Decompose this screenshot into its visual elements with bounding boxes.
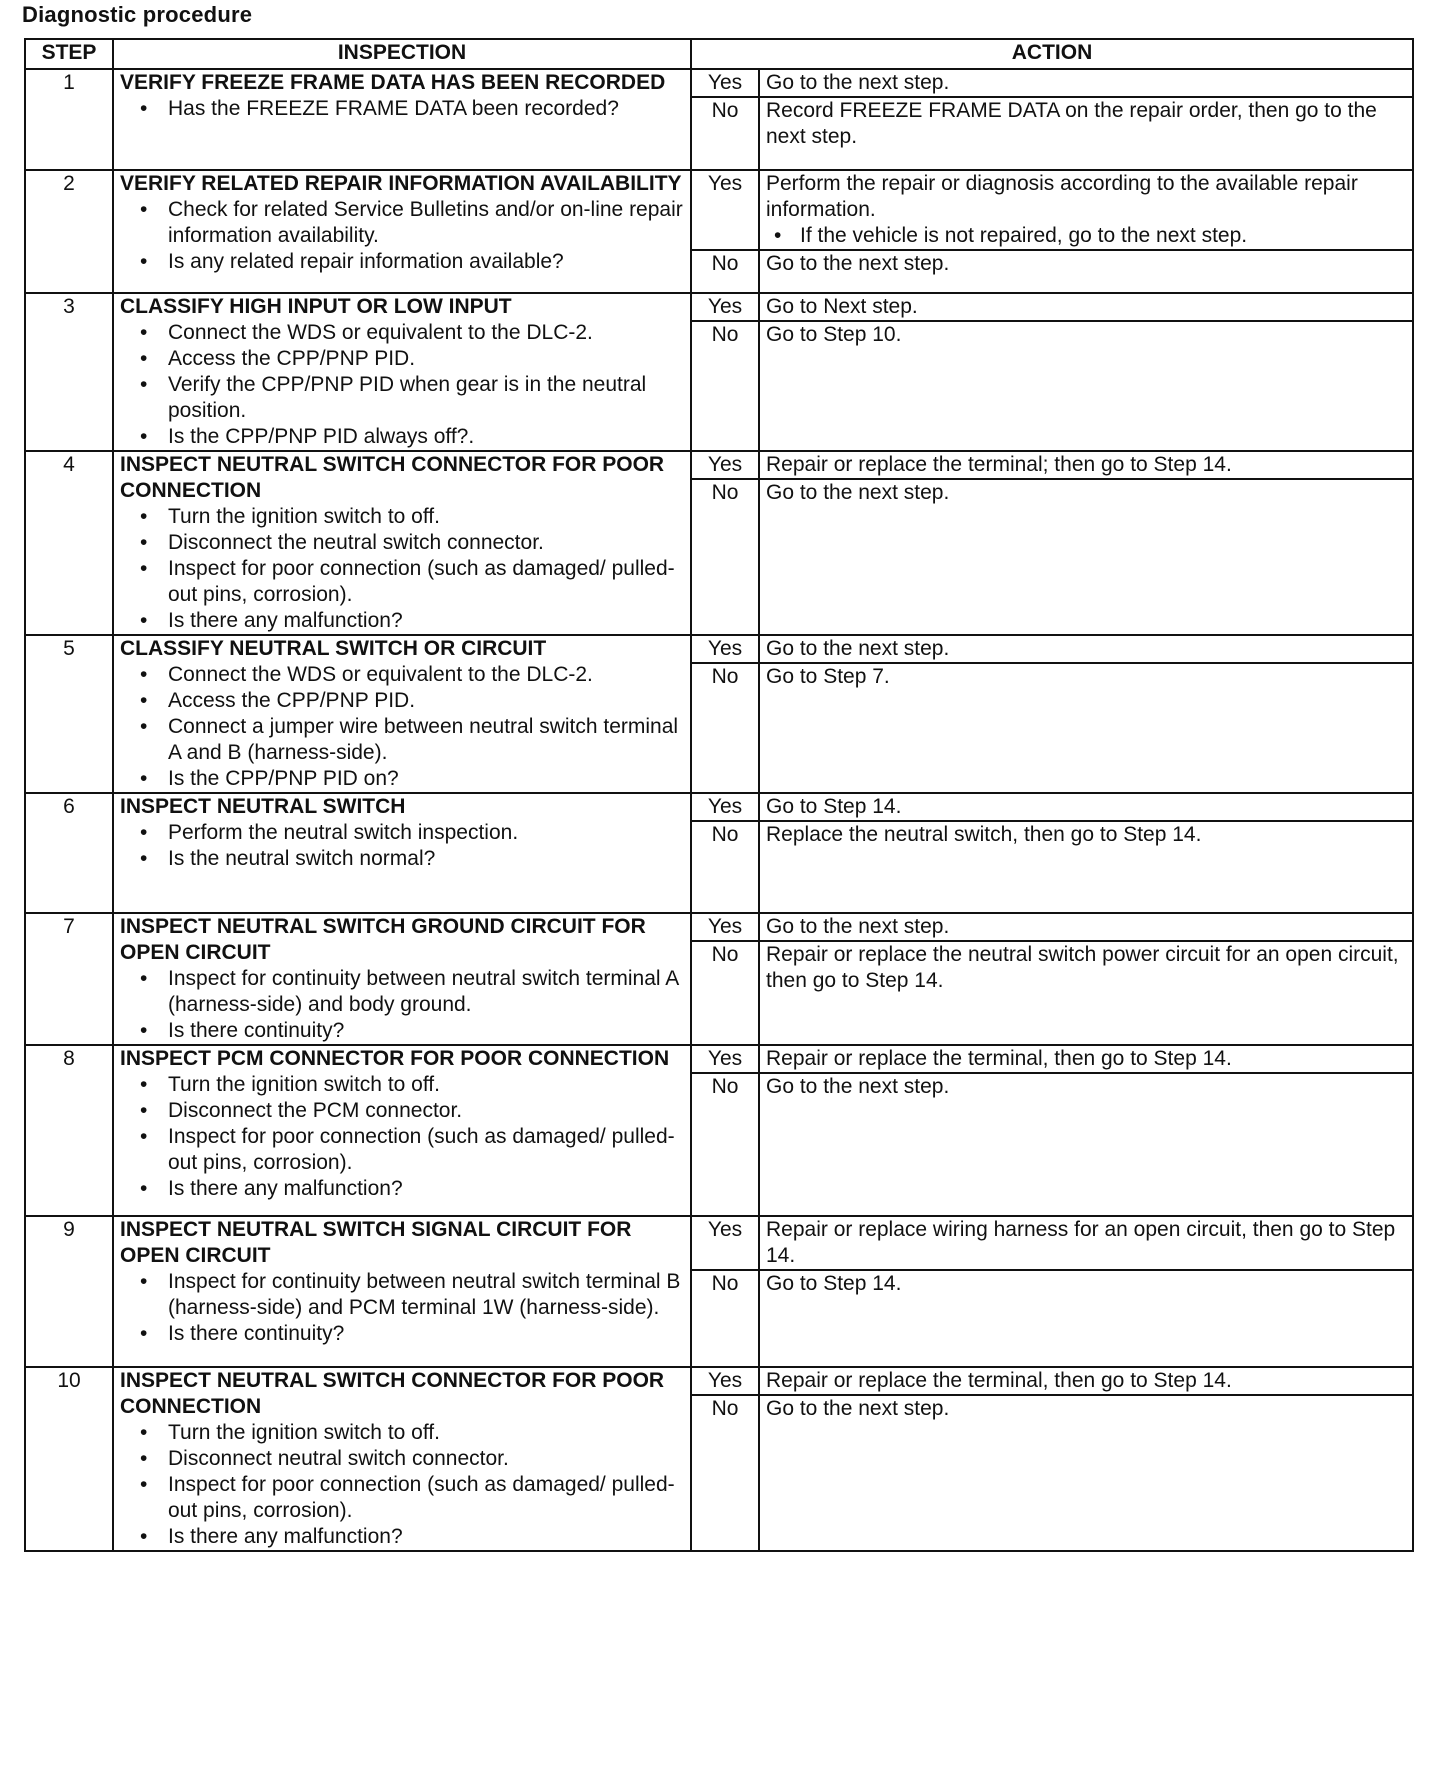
yes-action [759,1045,1413,1073]
yes-action-text: Go to the next step. [766,71,950,94]
inspection-bullet: • Is there continuity? [168,1321,684,1347]
step-number: 9 [25,1216,113,1367]
inspection-bullet: • Verify the CPP/PNP PID when gear is in the neutral position. [168,372,684,424]
inspection-bullet: • Is there any malfunction? [168,608,684,634]
inspection-bullet: • Has the FREEZE FRAME DATA been recorded? [168,96,684,122]
no-label: No [691,821,759,848]
inspection-cell [113,1367,691,1551]
inspection-list [120,504,684,634]
yes-action [759,293,1413,321]
page-title: Diagnostic procedure [22,2,253,27]
inspection-bullet: • Turn the ignition switch to off. [168,1072,684,1098]
yes-label: Yes [691,1367,759,1395]
inspection-cell [113,293,691,451]
no-label-filler [691,1297,759,1367]
no-label-filler [691,1422,759,1551]
inspection-bullet: • Access the CPP/PNP PID. [168,346,684,372]
inspection-bullet: • Is any related repair information available? [168,249,684,275]
inspection-heading: INSPECT PCM CONNECTOR FOR POOR CONNECTION [120,1047,670,1070]
inspection-list [120,1072,684,1202]
yes-action-text: Go to the next step. [766,915,950,938]
no-label: No [691,321,759,348]
inspection-bullet: • Is the CPP/PNP PID on? [168,766,684,792]
table-row [25,293,1413,321]
inspection-list [120,1420,684,1550]
inspection-bullet: • Is the CPP/PNP PID always off?. [168,424,684,450]
no-action-filler [759,1422,1413,1551]
inspection-list [120,662,684,792]
table-row [25,1216,1413,1270]
no-action-filler [759,1100,1413,1216]
header-action: ACTION [691,39,1413,69]
no-label: No [691,250,759,277]
no-action: Replace the neutral switch, then go to Step 14. [759,821,1413,848]
no-label-filler [691,506,759,635]
no-action: Go to the next step. [759,1073,1413,1100]
yes-action [759,170,1413,250]
no-label: No [691,663,759,690]
no-label: No [691,1395,759,1422]
no-action-filler [759,690,1413,793]
table-row [25,793,1413,821]
yes-action [759,451,1413,479]
inspection-heading: INSPECT NEUTRAL SWITCH SIGNAL CIRCUIT FOR OPEN CIRCUIT [120,1218,632,1267]
inspection-bullet: • Turn the ignition switch to off. [168,504,684,530]
no-action: Go to Step 14. [759,1270,1413,1297]
inspection-bullet: • Access the CPP/PNP PID. [168,688,684,714]
yes-action [759,793,1413,821]
yes-action [759,69,1413,97]
inspection-bullet: • Inspect for poor connection (such as damaged/ pulled-out pins, corrosion). [168,556,684,608]
yes-action-text: Go to Next step. [766,295,918,318]
inspection-heading: INSPECT NEUTRAL SWITCH GROUND CIRCUIT FOR OPEN CIRCUIT [120,915,646,964]
yes-label: Yes [691,793,759,821]
no-action-filler [759,1297,1413,1367]
no-label: No [691,1270,759,1297]
inspection-bullet: • Disconnect the neutral switch connector. [168,530,684,556]
step-number: 1 [25,69,113,170]
step-number: 7 [25,913,113,1045]
no-label-filler [691,277,759,293]
no-label: No [691,479,759,506]
inspection-list [120,1269,684,1347]
inspection-list [120,197,684,275]
yes-label: Yes [691,1216,759,1270]
yes-action-text: Repair or replace wiring harness for an open circuit, then go to Step 14. [766,1218,1396,1267]
inspection-cell [113,451,691,635]
yes-action-text: Repair or replace the terminal, then go to Step 14. [766,1369,1232,1392]
inspection-bullet: • Inspect for continuity between neutral switch terminal B (harness-side) and PCM terminal 1W (harness-side). [168,1269,684,1321]
yes-label: Yes [691,913,759,941]
table-row [25,635,1413,663]
step-number: 6 [25,793,113,913]
no-action-filler [759,150,1413,170]
yes-action-text: Perform the repair or diagnosis according to the available repair information. [766,172,1358,221]
inspection-heading: INSPECT NEUTRAL SWITCH CONNECTOR FOR POOR CONNECTION [120,1369,665,1418]
inspection-bullet: • Is there continuity? [168,1018,684,1044]
yes-label: Yes [691,69,759,97]
yes-label: Yes [691,1045,759,1073]
yes-action-text: Go to Step 14. [766,795,902,818]
yes-action [759,635,1413,663]
inspection-heading: INSPECT NEUTRAL SWITCH CONNECTOR FOR POOR CONNECTION [120,453,665,502]
table-row [25,1045,1413,1073]
no-label-filler [691,994,759,1045]
table-row [25,913,1413,941]
no-action: Go to Step 10. [759,321,1413,348]
inspection-heading: CLASSIFY NEUTRAL SWITCH OR CIRCUIT [120,637,547,660]
no-label-filler [691,690,759,793]
yes-action-subitem: • If the vehicle is not repaired, go to the next step. [800,223,1406,249]
inspection-heading: VERIFY FREEZE FRAME DATA HAS BEEN RECORDED [120,71,666,94]
inspection-bullet: • Is there any malfunction? [168,1176,684,1202]
header-step: STEP [25,39,113,69]
yes-label: Yes [691,451,759,479]
inspection-bullet: • Disconnect neutral switch connector. [168,1446,684,1472]
no-action: Go to Step 7. [759,663,1413,690]
no-action-filler [759,348,1413,451]
inspection-list [120,96,684,122]
yes-action-text: Repair or replace the terminal, then go to Step 14. [766,1047,1232,1070]
table-header-row [25,39,1413,69]
no-action-filler [759,848,1413,913]
no-action: Go to the next step. [759,479,1413,506]
inspection-bullet: • Connect a jumper wire between neutral switch terminal A and B (harness-side). [168,714,684,766]
yes-action-sublist [766,223,1406,249]
no-action-filler [759,277,1413,293]
inspection-heading: CLASSIFY HIGH INPUT OR LOW INPUT [120,295,512,318]
yes-label: Yes [691,170,759,250]
inspection-heading: VERIFY RELATED REPAIR INFORMATION AVAILABILITY [120,172,682,195]
no-action: Go to the next step. [759,1395,1413,1422]
step-number: 8 [25,1045,113,1216]
inspection-cell [113,1045,691,1216]
table-row [25,69,1413,97]
step-number: 5 [25,635,113,793]
inspection-cell [113,170,691,293]
inspection-bullet: • Connect the WDS or equivalent to the DLC-2. [168,320,684,346]
no-label-filler [691,150,759,170]
inspection-cell [113,1216,691,1367]
inspection-bullet: • Perform the neutral switch inspection. [168,820,684,846]
no-label-filler [691,1100,759,1216]
yes-action [759,1367,1413,1395]
no-action-filler [759,994,1413,1045]
yes-action [759,913,1413,941]
inspection-cell [113,69,691,170]
yes-label: Yes [691,293,759,321]
no-label: No [691,97,759,150]
step-number: 4 [25,451,113,635]
no-label-filler [691,848,759,913]
yes-action [759,1216,1413,1270]
no-label: No [691,1073,759,1100]
no-action: Repair or replace the neutral switch power circuit for an open circuit, then go to Step 14. [759,941,1413,994]
inspection-bullet: • Inspect for continuity between neutral switch terminal A (harness-side) and body ground. [168,966,684,1018]
step-number: 10 [25,1367,113,1551]
diagnostic-table [24,38,1414,1552]
step-number: 3 [25,293,113,451]
inspection-bullet: • Disconnect the PCM connector. [168,1098,684,1124]
no-action: Go to the next step. [759,250,1413,277]
inspection-bullet: • Is there any malfunction? [168,1524,684,1550]
table-body [25,69,1413,1551]
inspection-bullet: • Check for related Service Bulletins and/or on-line repair information availability. [168,197,684,249]
inspection-bullet: • Is the neutral switch normal? [168,846,684,872]
header-inspection: INSPECTION [113,39,691,69]
no-label: No [691,941,759,994]
no-action: Record FREEZE FRAME DATA on the repair order, then go to the next step. [759,97,1413,150]
no-label-filler [691,348,759,451]
inspection-bullet: • Turn the ignition switch to off. [168,1420,684,1446]
inspection-list [120,320,684,450]
no-action-filler [759,506,1413,635]
yes-action-text: Go to the next step. [766,637,950,660]
table-row [25,451,1413,479]
table-row [25,1367,1413,1395]
inspection-bullet: • Inspect for poor connection (such as damaged/ pulled-out pins, corrosion). [168,1124,684,1176]
inspection-list [120,820,684,872]
inspection-list [120,966,684,1044]
step-number: 2 [25,170,113,293]
inspection-heading: INSPECT NEUTRAL SWITCH [120,795,406,818]
inspection-cell [113,635,691,793]
table-row [25,170,1413,250]
inspection-bullet: • Connect the WDS or equivalent to the DLC-2. [168,662,684,688]
yes-label: Yes [691,635,759,663]
yes-action-text: Repair or replace the terminal; then go to Step 14. [766,453,1232,476]
inspection-cell [113,913,691,1045]
inspection-bullet: • Inspect for poor connection (such as damaged/ pulled-out pins, corrosion). [168,1472,684,1524]
inspection-cell [113,793,691,913]
